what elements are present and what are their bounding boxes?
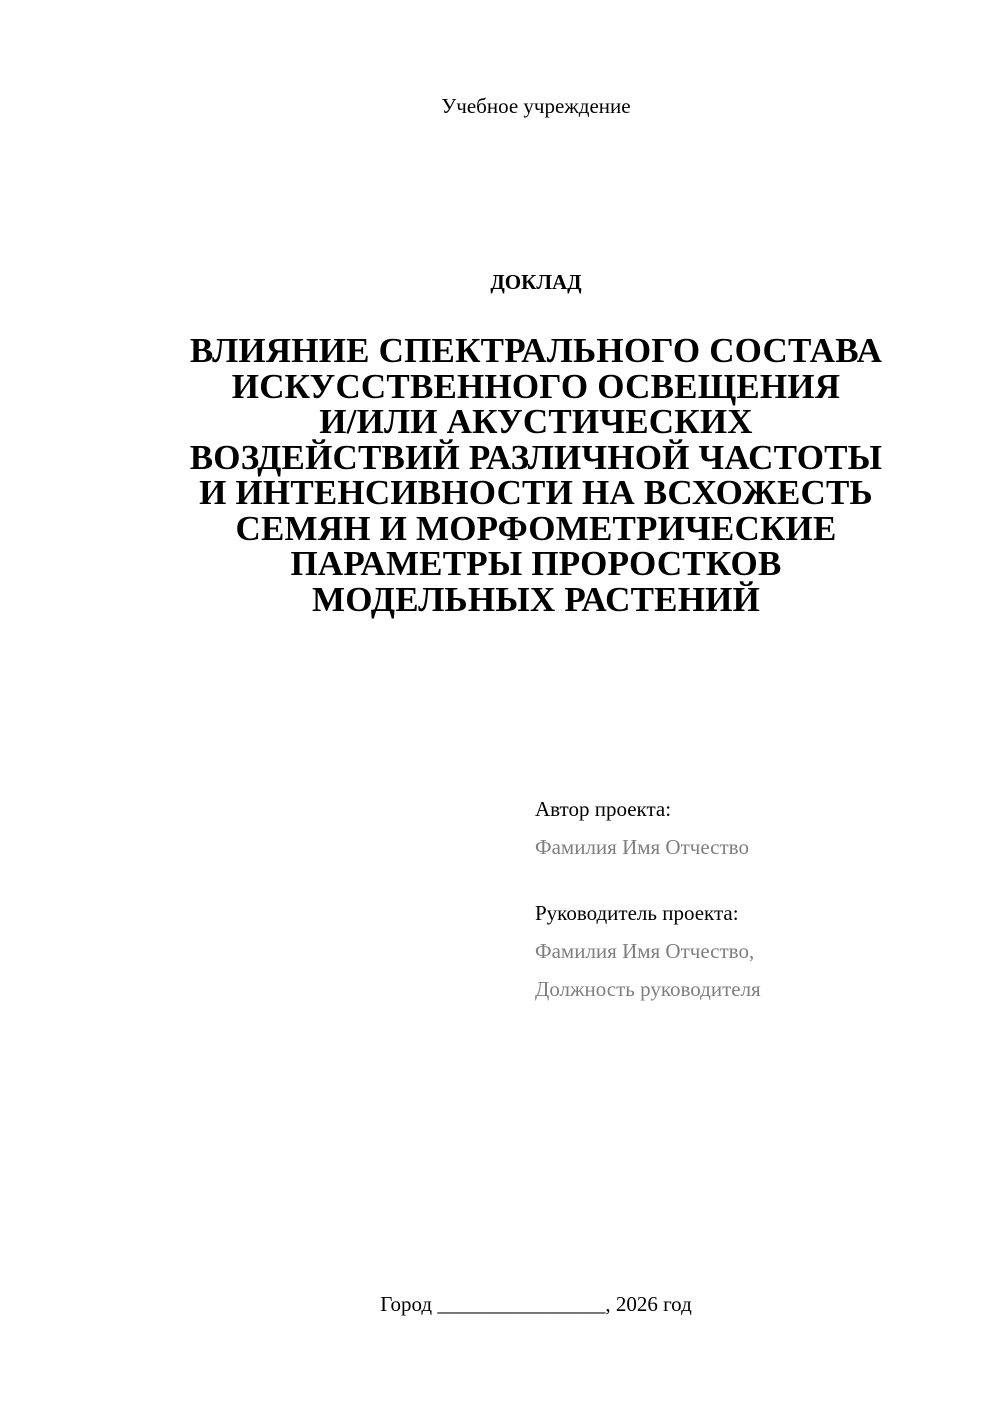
author-label: Автор проекта: [535, 797, 672, 821]
supervisor-position: Должность руководителя [535, 977, 761, 1001]
title-line: МОДЕЛЬНЫХ РАСТЕНИЙ [312, 579, 760, 619]
supervisor-name: Фамилия Имя Отчество, [535, 939, 755, 963]
city-year-line: Город ________________, 2026 год [380, 1292, 692, 1316]
document-title [120, 333, 952, 617]
supervisor-label: Руководитель проекта: [535, 901, 739, 925]
author-name: Фамилия Имя Отчество [535, 835, 749, 859]
title-line: СЕМЯН И МОРФОМЕТРИЧЕСКИЕ [235, 508, 837, 548]
title-line: И ИНТЕНСИВНОСТИ НА ВСХОЖЕСТЬ [199, 473, 873, 512]
title-line: ИСКУССТВЕННОГО ОСВЕЩЕНИЯ [231, 366, 841, 406]
title-line: ВЛИЯНИЕ СПЕКТРАЛЬНОГО СОСТАВА [189, 331, 883, 370]
credits-block [535, 790, 975, 1008]
title-line: И/ИЛИ АКУСТИЧЕСКИХ [319, 402, 753, 441]
title-line: ВОЗДЕЙСТВИЙ РАЗЛИЧНОЙ ЧАСТОТЫ [189, 437, 883, 477]
credits-spacer [535, 866, 975, 894]
institution-name: Учебное учреждение [441, 94, 631, 118]
document-type: ДОКЛАД [490, 270, 582, 294]
title-line: ПАРАМЕТРЫ ПРОРОСТКОВ [290, 544, 782, 583]
